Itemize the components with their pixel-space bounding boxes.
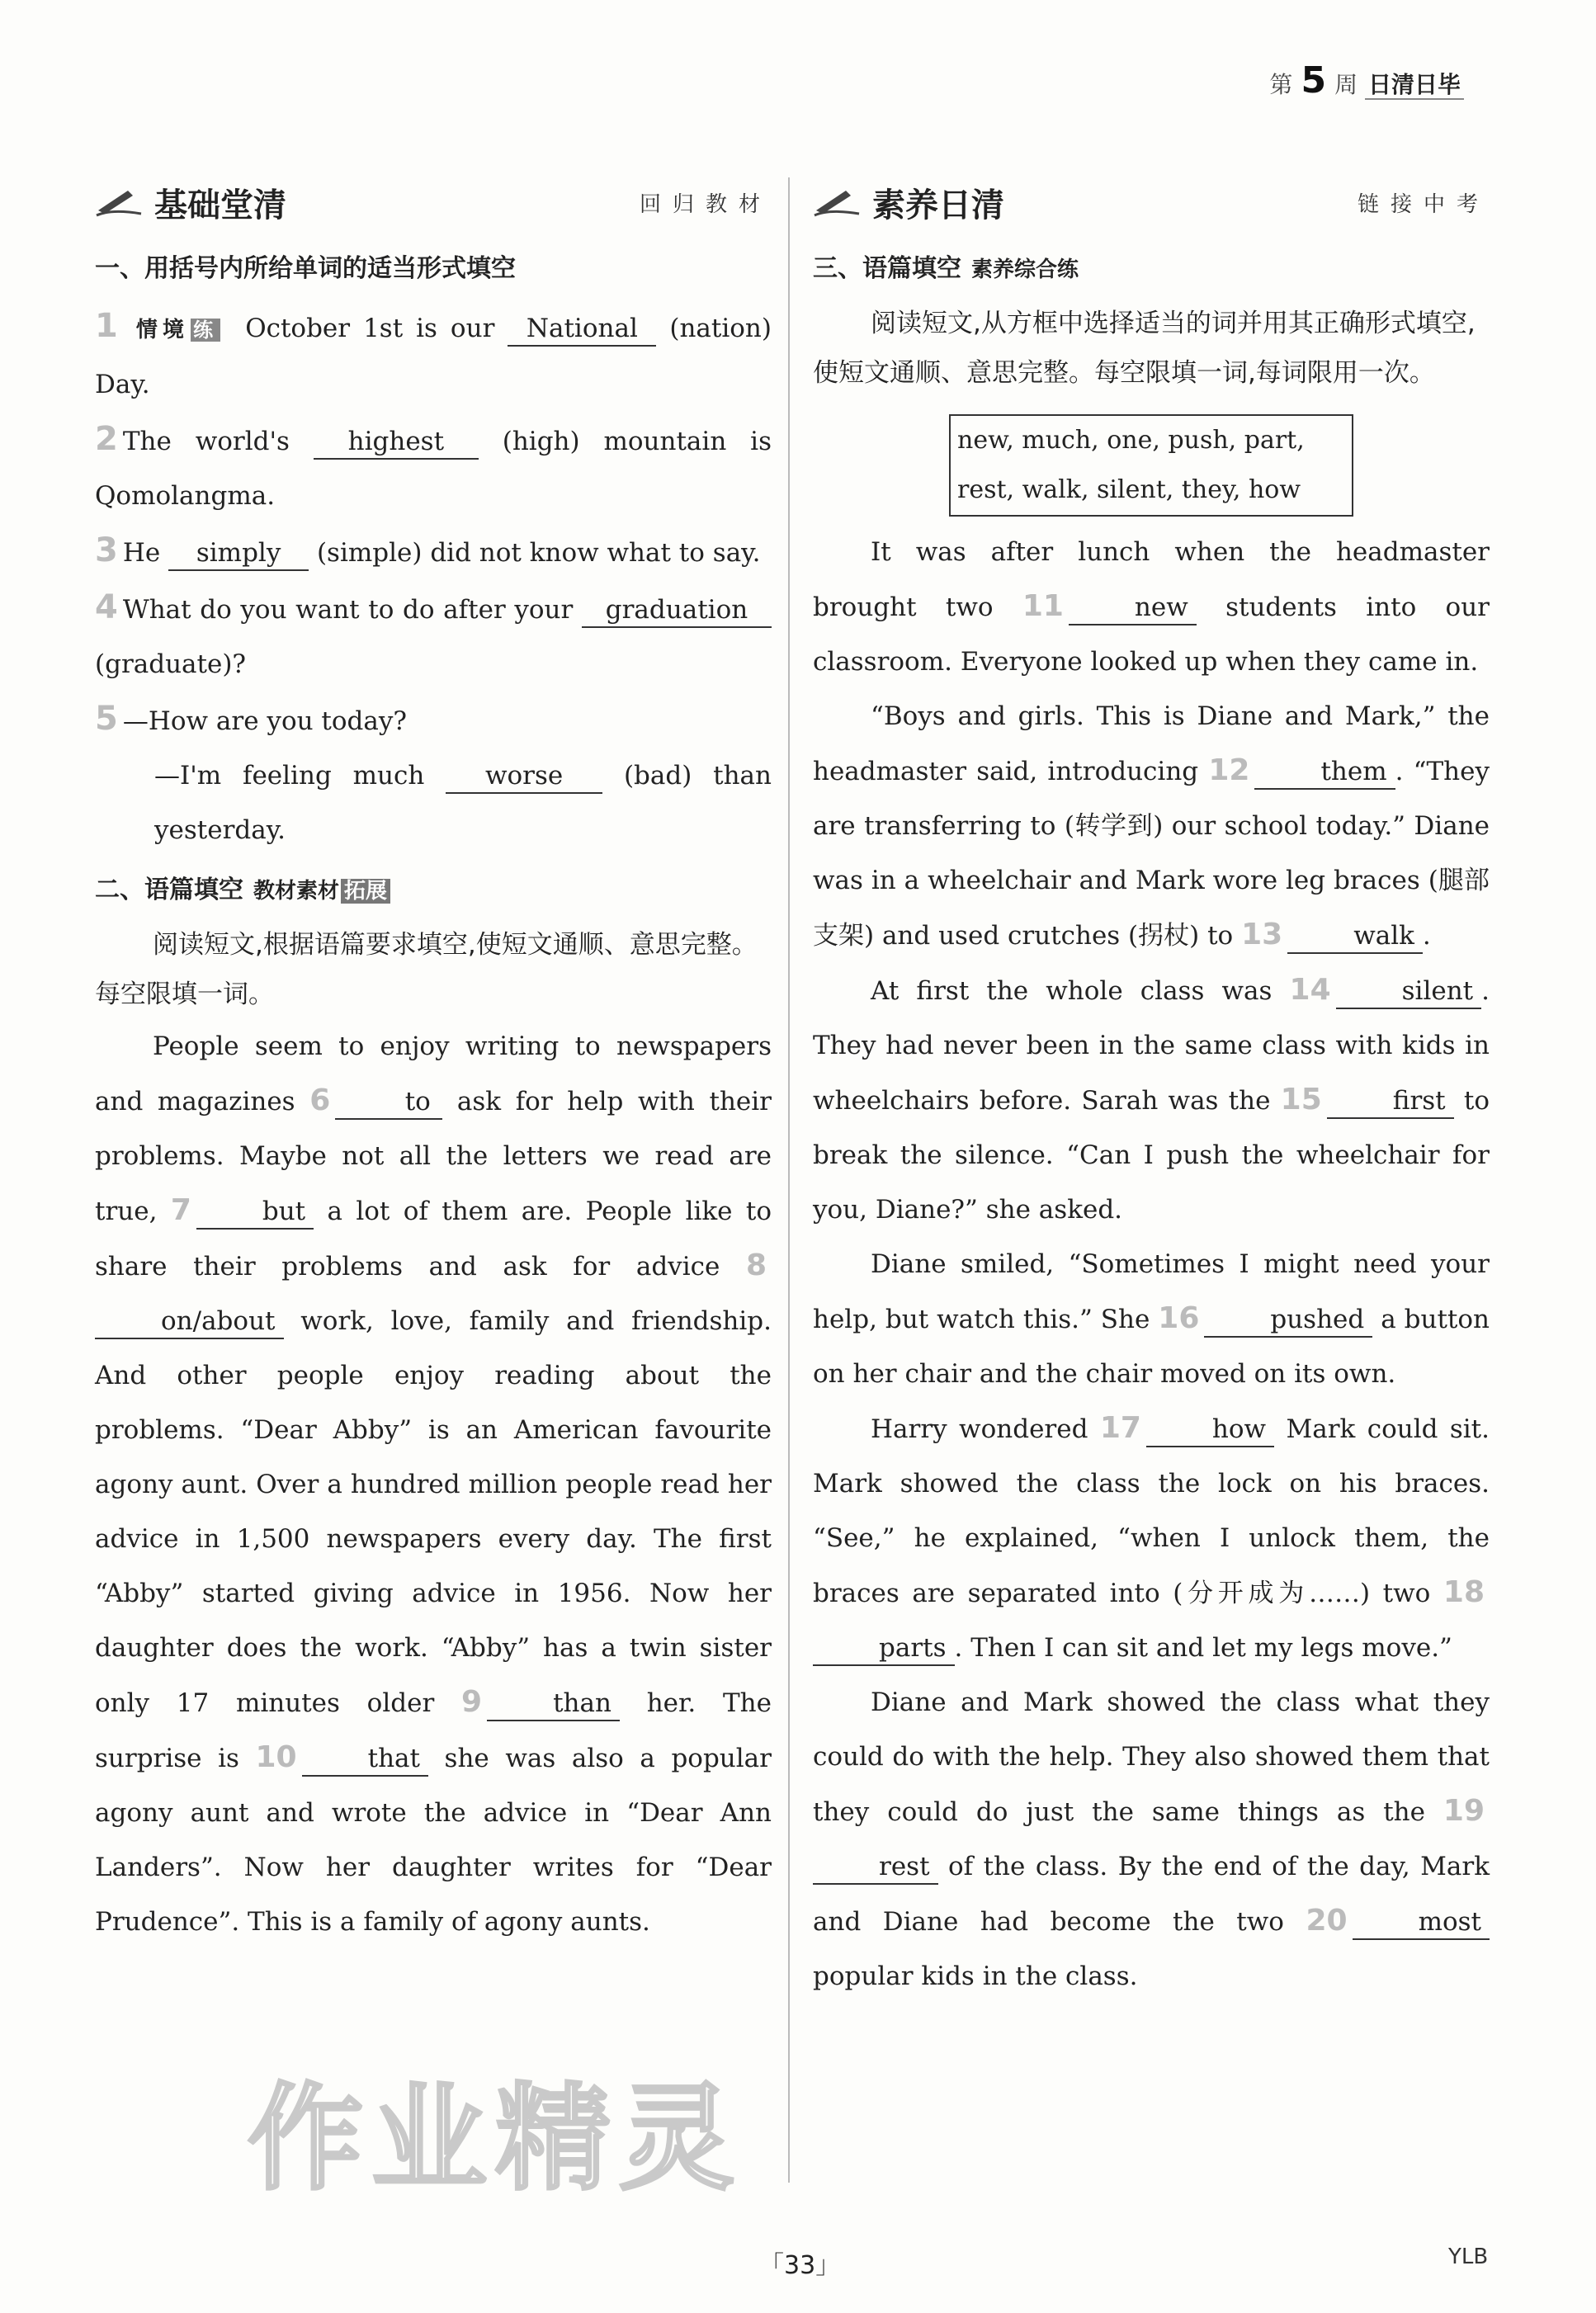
- blank-number: 7: [170, 1193, 191, 1227]
- passage-text: It was after lunch when the headmaster brought two: [813, 537, 1490, 622]
- answer-blank[interactable]: on/about: [95, 1305, 284, 1339]
- answer-blank[interactable]: to: [335, 1085, 442, 1120]
- passage-text: . Then I can sit and let my legs move.”: [954, 1633, 1452, 1663]
- watermark: 作业精灵: [248, 2072, 744, 2207]
- passage-text: of the class. By the end of the day, Mark and Diane had become the two: [813, 1852, 1490, 1937]
- question-5-line2: —I'm feeling much worse (bad) than yesterday.: [154, 761, 772, 845]
- right-paragraph-1: [813, 525, 1490, 689]
- answer-blank[interactable]: pushed: [1204, 1303, 1372, 1338]
- right-paragraph-5: [813, 1401, 1490, 1675]
- answer-blank[interactable]: first: [1327, 1084, 1454, 1119]
- passage-text: Diane and Mark showed the class what they could do with the help. They also showed them that they could do just the same things as the: [813, 1688, 1490, 1827]
- answer-blank[interactable]: graduation: [582, 593, 772, 628]
- blank-number: 13: [1241, 918, 1283, 951]
- passage-text: . They had never been in the same class with kids in wheelchairs before. Sarah was the: [813, 976, 1490, 1116]
- section3-instructions: 阅读短文,从方框中选择适当的词并用其正确形式填空,使短文通顺、意思完整。每空限填一词,每词限用一次。: [813, 309, 1476, 388]
- answer-blank[interactable]: that: [302, 1742, 428, 1777]
- answer-blank[interactable]: new: [1069, 591, 1197, 625]
- passage-text: she was also a popular agony aunt and wrote the advice in “Dear Ann Landers”. Now her daughter writes for “Dear Prudence”. This is a family of agony aunts.: [95, 1744, 772, 1937]
- passage-text: ask for help with their problems. Maybe not all the letters we read are true,: [95, 1087, 772, 1226]
- blank-number: 15: [1280, 1083, 1322, 1116]
- passage-text: Diane smiled, “Sometimes I might need your help, but watch this.” She: [813, 1249, 1490, 1334]
- passage-text: students into our classroom. Everyone looked up when they came in.: [813, 592, 1490, 677]
- week-number: 5: [1301, 59, 1327, 101]
- passage-text: . “They are transferring to (转学到) our school today.” Diane was in a wheelchair and Mark wore leg braces (腿部支架) and used crutches (拐杖) to: [813, 757, 1490, 951]
- word-box-line: rest, walk, silent, they, how: [957, 475, 1301, 504]
- answer-blank[interactable]: how: [1146, 1413, 1274, 1447]
- page-number: 「33」: [759, 2251, 841, 2280]
- left-column: [95, 173, 772, 1949]
- passage-text: her. The surprise is: [95, 1688, 772, 1773]
- question-2: 2 The world's highest (high) mountain is Qomolangma.: [95, 420, 772, 511]
- header-tag: 日清日毕: [1365, 71, 1464, 100]
- word-box: [949, 414, 1353, 517]
- blank-number: 8: [745, 1249, 767, 1282]
- left-banner-title: 基础堂清: [154, 186, 286, 224]
- right-paragraph-3: [813, 963, 1490, 1237]
- blank-number: 11: [1022, 589, 1064, 623]
- left-banner: [95, 173, 772, 231]
- answer-blank[interactable]: them: [1254, 755, 1395, 790]
- answer-blank[interactable]: highest: [314, 425, 479, 460]
- answer-blank[interactable]: but: [196, 1195, 314, 1230]
- blank-number: 20: [1306, 1904, 1348, 1938]
- blank-number: 6: [309, 1083, 331, 1117]
- passage-text: Harry wondered: [871, 1414, 1100, 1444]
- blank-number: 19: [1443, 1794, 1485, 1828]
- week-header: [1269, 59, 1464, 101]
- answer-blank[interactable]: walk: [1287, 919, 1423, 954]
- passage-text: a button on her chair and the chair moved on its own.: [813, 1305, 1490, 1389]
- blank-number: 10: [255, 1740, 297, 1774]
- blank-number: 14: [1289, 973, 1331, 1007]
- header-prefix: 第: [1269, 71, 1293, 98]
- passage-text: People seem to enjoy writing to newspapers and magazines: [95, 1031, 772, 1116]
- left-banner-subtitle: 回归教材: [639, 191, 772, 217]
- pen-logo-icon: [95, 186, 144, 219]
- question-5: 5 —How are you today?: [95, 700, 408, 738]
- answer-blank[interactable]: simply: [168, 536, 309, 571]
- section2-title: 二、语篇填空 教材素材 拓展: [95, 869, 772, 905]
- answer-blank[interactable]: worse: [446, 759, 602, 794]
- question-1: 1 情境 练 October 1st is our National (nation) Day.: [95, 307, 772, 399]
- section1-title: 一、用括号内所给单词的适当形式填空: [95, 254, 516, 283]
- word-box-line: new, much, one, push, part,: [957, 426, 1305, 455]
- right-paragraph-4: [813, 1237, 1490, 1401]
- section2-instructions: 阅读短文,根据语篇要求填空,使短文通顺、意思完整。每空限填一词。: [95, 930, 758, 1009]
- column-divider: [788, 177, 790, 2183]
- answer-blank[interactable]: most: [1353, 1905, 1490, 1940]
- context-tag: 情境 练: [136, 318, 220, 342]
- right-banner-subtitle: 链接中考: [1357, 191, 1490, 217]
- blank-number: 16: [1158, 1301, 1200, 1335]
- question-4: 4 What do you want to do after your graduation (graduate)?: [95, 580, 772, 692]
- right-column: [813, 173, 1490, 2004]
- passage-text: “Boys and girls. This is Diane and Mark,” the headmaster said, introducing: [813, 701, 1490, 786]
- answer-blank[interactable]: than: [487, 1687, 620, 1721]
- passage-text: .: [1422, 921, 1431, 951]
- passage-text: At first the whole class was: [871, 976, 1290, 1006]
- question-number: 1: [95, 307, 118, 345]
- right-banner-title: 素养日清: [872, 186, 1004, 224]
- blank-number: 18: [1443, 1575, 1485, 1609]
- blank-number: 9: [461, 1685, 483, 1719]
- passage-text: work, love, family and friendship. And other people enjoy reading about the problems. “Dear Abby” is an American favourite agony aunt. Over a hundred million people read her advice in 1,500 newspapers every day. The first “Abby” started giving advice in 1956. Now her daughter does the work. “Abby” has a twin sister only 17 minutes older: [95, 1306, 772, 1718]
- section3-title: 三、语篇填空 素养综合练: [813, 254, 1079, 283]
- answer-blank[interactable]: rest: [813, 1850, 938, 1885]
- pen-logo-icon: [813, 186, 862, 219]
- passage-text: a lot of them are. People like to share their problems and ask for advice: [95, 1197, 772, 1282]
- answer-blank[interactable]: silent: [1336, 975, 1482, 1009]
- passage-text: popular kids in the class.: [813, 1961, 1138, 1991]
- left-passage: [95, 1019, 772, 1949]
- passage-text: Mark could sit. Mark showed the class the lock on his braces. “See,” he explained, “when I unlock them, the braces are separated into (分开成为……) two: [813, 1414, 1490, 1608]
- right-paragraph-6: [813, 1675, 1490, 2004]
- blank-number: 12: [1208, 753, 1250, 787]
- edition-code: YLB: [1448, 2245, 1489, 2269]
- blank-number: 17: [1099, 1411, 1141, 1445]
- question-3: 3 He simply (simple) did not know what to say.: [95, 531, 761, 569]
- header-suffix: 周: [1334, 71, 1358, 98]
- right-banner: [813, 173, 1490, 231]
- answer-blank[interactable]: National: [508, 312, 656, 347]
- passage-text: to break the silence. “Can I push the wheelchair for you, Diane?” she asked.: [813, 1086, 1490, 1225]
- right-paragraph-2: [813, 689, 1490, 963]
- answer-blank[interactable]: parts: [813, 1631, 955, 1666]
